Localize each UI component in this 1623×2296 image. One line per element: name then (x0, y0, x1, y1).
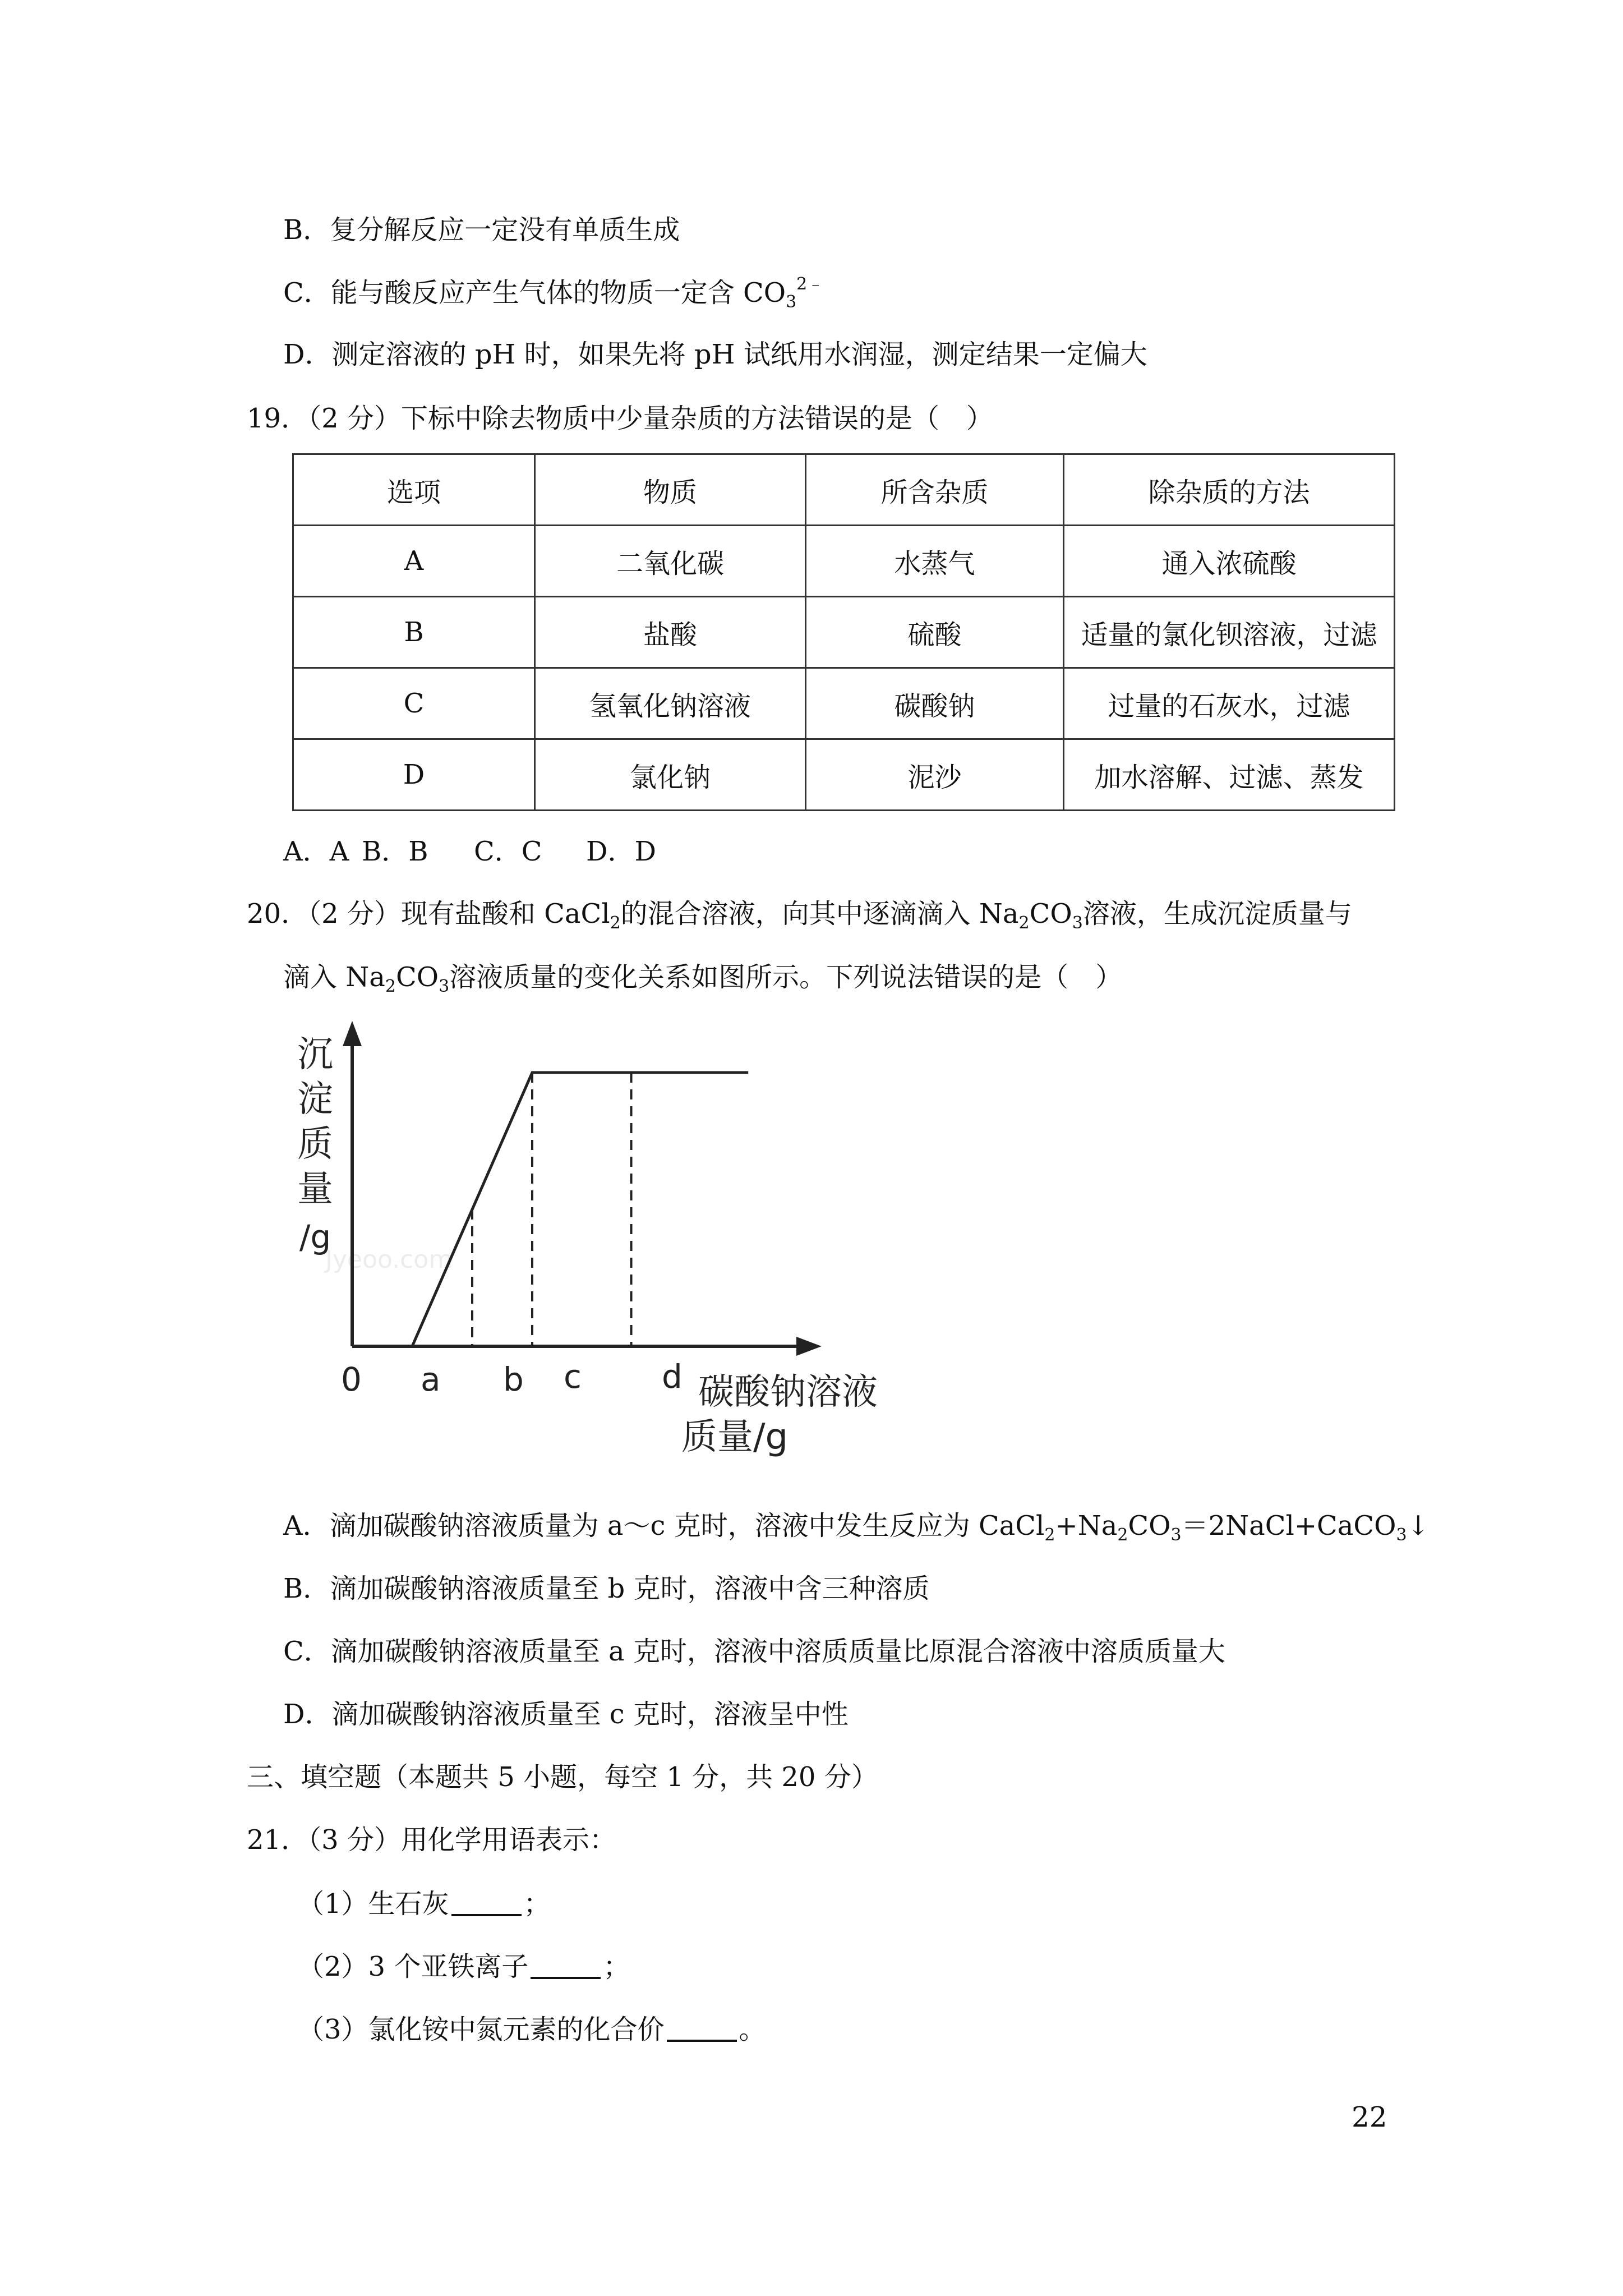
table-cell: 泥沙 (806, 739, 1064, 811)
table-cell: 硫酸 (806, 597, 1064, 668)
q20-option-a: A．滴加碳酸钠溶液质量为 a～c 克时，溶液中发生反应为 $CaCl_2+Na_2CO_3=2NaCl+CaCO_3↓$ (283, 1510, 1430, 1545)
table-cell: 水蒸气 (806, 526, 1064, 597)
x-tick-label: a (421, 1360, 441, 1398)
q21-part3: （3）氯化铵中氮元素的化合价 。 (297, 2014, 766, 2045)
x-tick-label: c (564, 1358, 582, 1396)
table-header-row (293, 454, 1395, 526)
table-row (293, 526, 1395, 597)
x-axis-label-line1: 碳酸钠溶液 (698, 1372, 878, 1413)
y-axis-label-char: 淀 (297, 1079, 333, 1120)
table-cell: 通入浓硫酸 (1064, 526, 1395, 597)
table-header: 所含杂质 (806, 454, 1064, 526)
y-axis-arrow (343, 1021, 362, 1046)
x-axis-label-line2: 质量/g (681, 1416, 789, 1458)
table-cell: 氯化钠 (535, 739, 806, 811)
table-row (293, 739, 1395, 811)
table-cell: 加水溶解、过滤、蒸发 (1064, 739, 1395, 811)
table-cell: 二氧化碳 (535, 526, 806, 597)
q21-part1: （1）生石灰 ； (297, 1888, 551, 1920)
impurity-table (292, 453, 1395, 811)
table-header: 物质 (535, 454, 806, 526)
q21-part2: （2）3 个亚铁离子 ； (297, 1951, 630, 1982)
x-tick-label: d (662, 1358, 683, 1396)
precipitate-series-line (352, 1073, 748, 1346)
q20-option-b: B．滴加碳酸钠溶液质量至 b 克时，溶液中含三种溶质 (283, 1573, 930, 1604)
table-cell: 氢氧化钠溶液 (535, 668, 806, 739)
q19-choice-c: C．C (474, 836, 542, 867)
table-cell: C (293, 668, 535, 739)
precipitate-chart (280, 1021, 897, 1481)
x-axis-arrow (796, 1337, 822, 1356)
table-cell: A (293, 526, 535, 597)
q18-option-d: D．测定溶液的 pH 时，如果先将 pH 试纸用水润湿，测定结果一定偏大 (283, 339, 1147, 370)
y-axis-label-char: 沉 (297, 1034, 333, 1075)
table-row (293, 668, 1395, 739)
watermark: Jyeoo.com (325, 1245, 453, 1274)
table-cell: 盐酸 (535, 597, 806, 668)
table-cell: B (293, 597, 535, 668)
table-cell: 过量的石灰水，过滤 (1064, 668, 1395, 739)
q19-choice-a: A．A (283, 836, 349, 867)
y-axis-label-char: 质 (297, 1124, 333, 1165)
q18-option-c: C．能与酸反应产生气体的物质一定含 $CO_3^{2﹣}$ (283, 274, 824, 312)
q20-stem-line2: 滴入 $Na_2CO_3$溶液质量的变化关系如图所示。下列说法错误的是（ ） (283, 961, 1123, 996)
section-3-heading: 三、填空题（本题共 5 小题，每空 1 分，共 20 分） (247, 1761, 878, 1793)
table-header: 选项 (293, 454, 535, 526)
table-cell: 碳酸钠 (806, 668, 1064, 739)
answer-blank[interactable] (451, 1892, 522, 1916)
y-axis-label-char: 量 (297, 1168, 333, 1210)
q20-option-c: C．滴加碳酸钠溶液质量至 a 克时，溶液中溶质质量比原混合溶液中溶质质量大 (283, 1636, 1225, 1667)
page-number: 22 (1352, 2101, 1387, 2133)
q19-choices (283, 834, 656, 869)
y-axis-label-char: /g (299, 1218, 331, 1256)
q21-stem: 21．（3 分）用化学用语表示： (247, 1824, 616, 1856)
q20-stem-line1: 20．（2 分）现有盐酸和 CaCl$_2$的混合溶液，向其中逐滴滴入 $Na_2CO_3$溶液，生成沉淀质量与 (247, 898, 1352, 933)
q20-option-d: D．滴加碳酸钠溶液质量至 c 克时，溶液呈中性 (283, 1699, 849, 1730)
table-cell: 适量的氯化钡溶液，过滤 (1064, 597, 1395, 668)
table-cell: D (293, 739, 535, 811)
x-tick-label: b (503, 1360, 524, 1398)
q19-stem: 19．（2 分）下标中除去物质中少量杂质的方法错误的是（ ） (247, 403, 993, 434)
q18-option-b: B．复分解反应一定没有单质生成 (283, 214, 680, 246)
q19-choice-d: D．D (586, 836, 656, 867)
q19-choice-b: B．B (362, 836, 428, 867)
origin-label: 0 (341, 1360, 362, 1398)
table-header: 除杂质的方法 (1064, 454, 1395, 526)
answer-blank[interactable] (667, 2017, 737, 2042)
answer-blank[interactable] (531, 1954, 601, 1979)
table-row (293, 597, 1395, 668)
